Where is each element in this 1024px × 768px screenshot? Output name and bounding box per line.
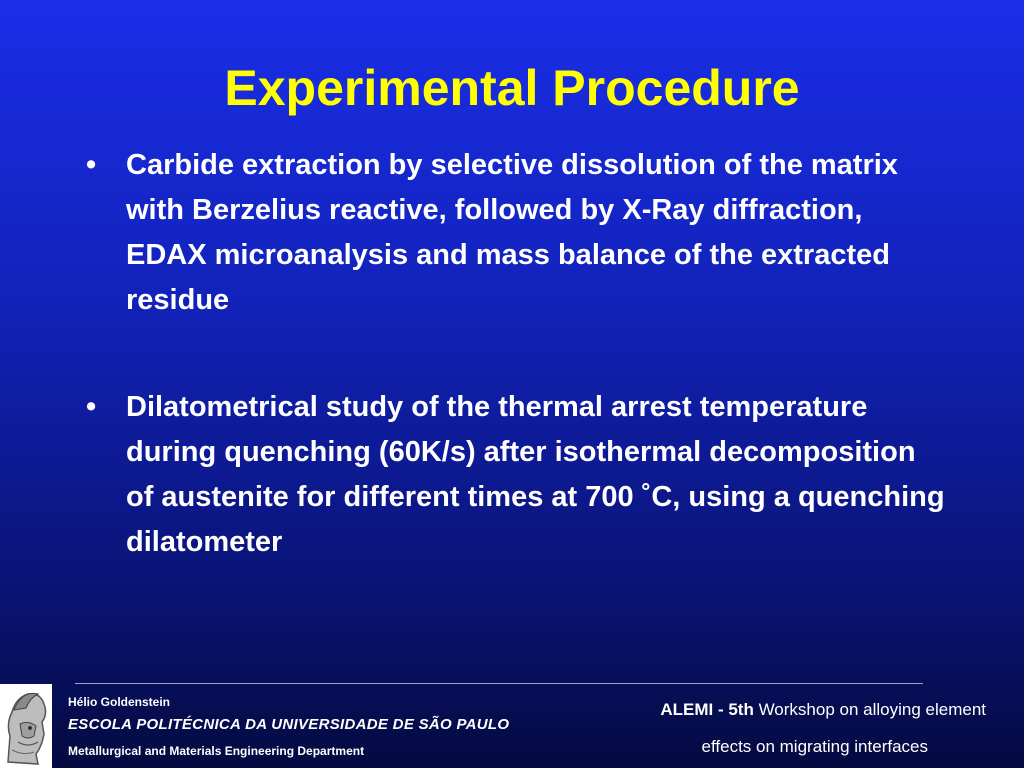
bullet-marker: • <box>86 391 97 423</box>
bullet-marker: • <box>86 149 97 181</box>
bullet-list <box>86 143 946 565</box>
department-name: Metallurgical and Materials Engineering Department <box>68 744 365 758</box>
warrior-helmet-logo-icon <box>0 684 52 768</box>
conference-text: Workshop on alloying element <box>753 700 986 719</box>
school-name: ESCOLA POLITÉCNICA DA UNIVERSIDADE DE SÃO PAULO <box>68 716 510 733</box>
bullet-text: Dilatometrical study of the thermal arrest temperature during quenching (60K/s) after isothermal decomposition of austenite for different times at 700 ˚C, using a quenching dilatometer <box>126 391 945 558</box>
slide-title: Experimental Procedure <box>224 60 800 116</box>
bullet-text: Carbide extraction by selective dissolution of the matrix with Berzelius reactive, followed by X-Ray diffraction, EDAX microanalysis and mass balance of the extracted residue <box>126 149 898 316</box>
bullet-item <box>86 143 946 323</box>
conference-bold: ALEMI - 5th <box>660 700 754 719</box>
footer-divider <box>75 683 923 684</box>
author-name: Hélio Goldenstein <box>68 695 171 709</box>
conference-line-2: effects on migrating interfaces <box>701 737 928 756</box>
conference-line-1 <box>660 700 986 720</box>
bullet-item <box>86 385 946 565</box>
